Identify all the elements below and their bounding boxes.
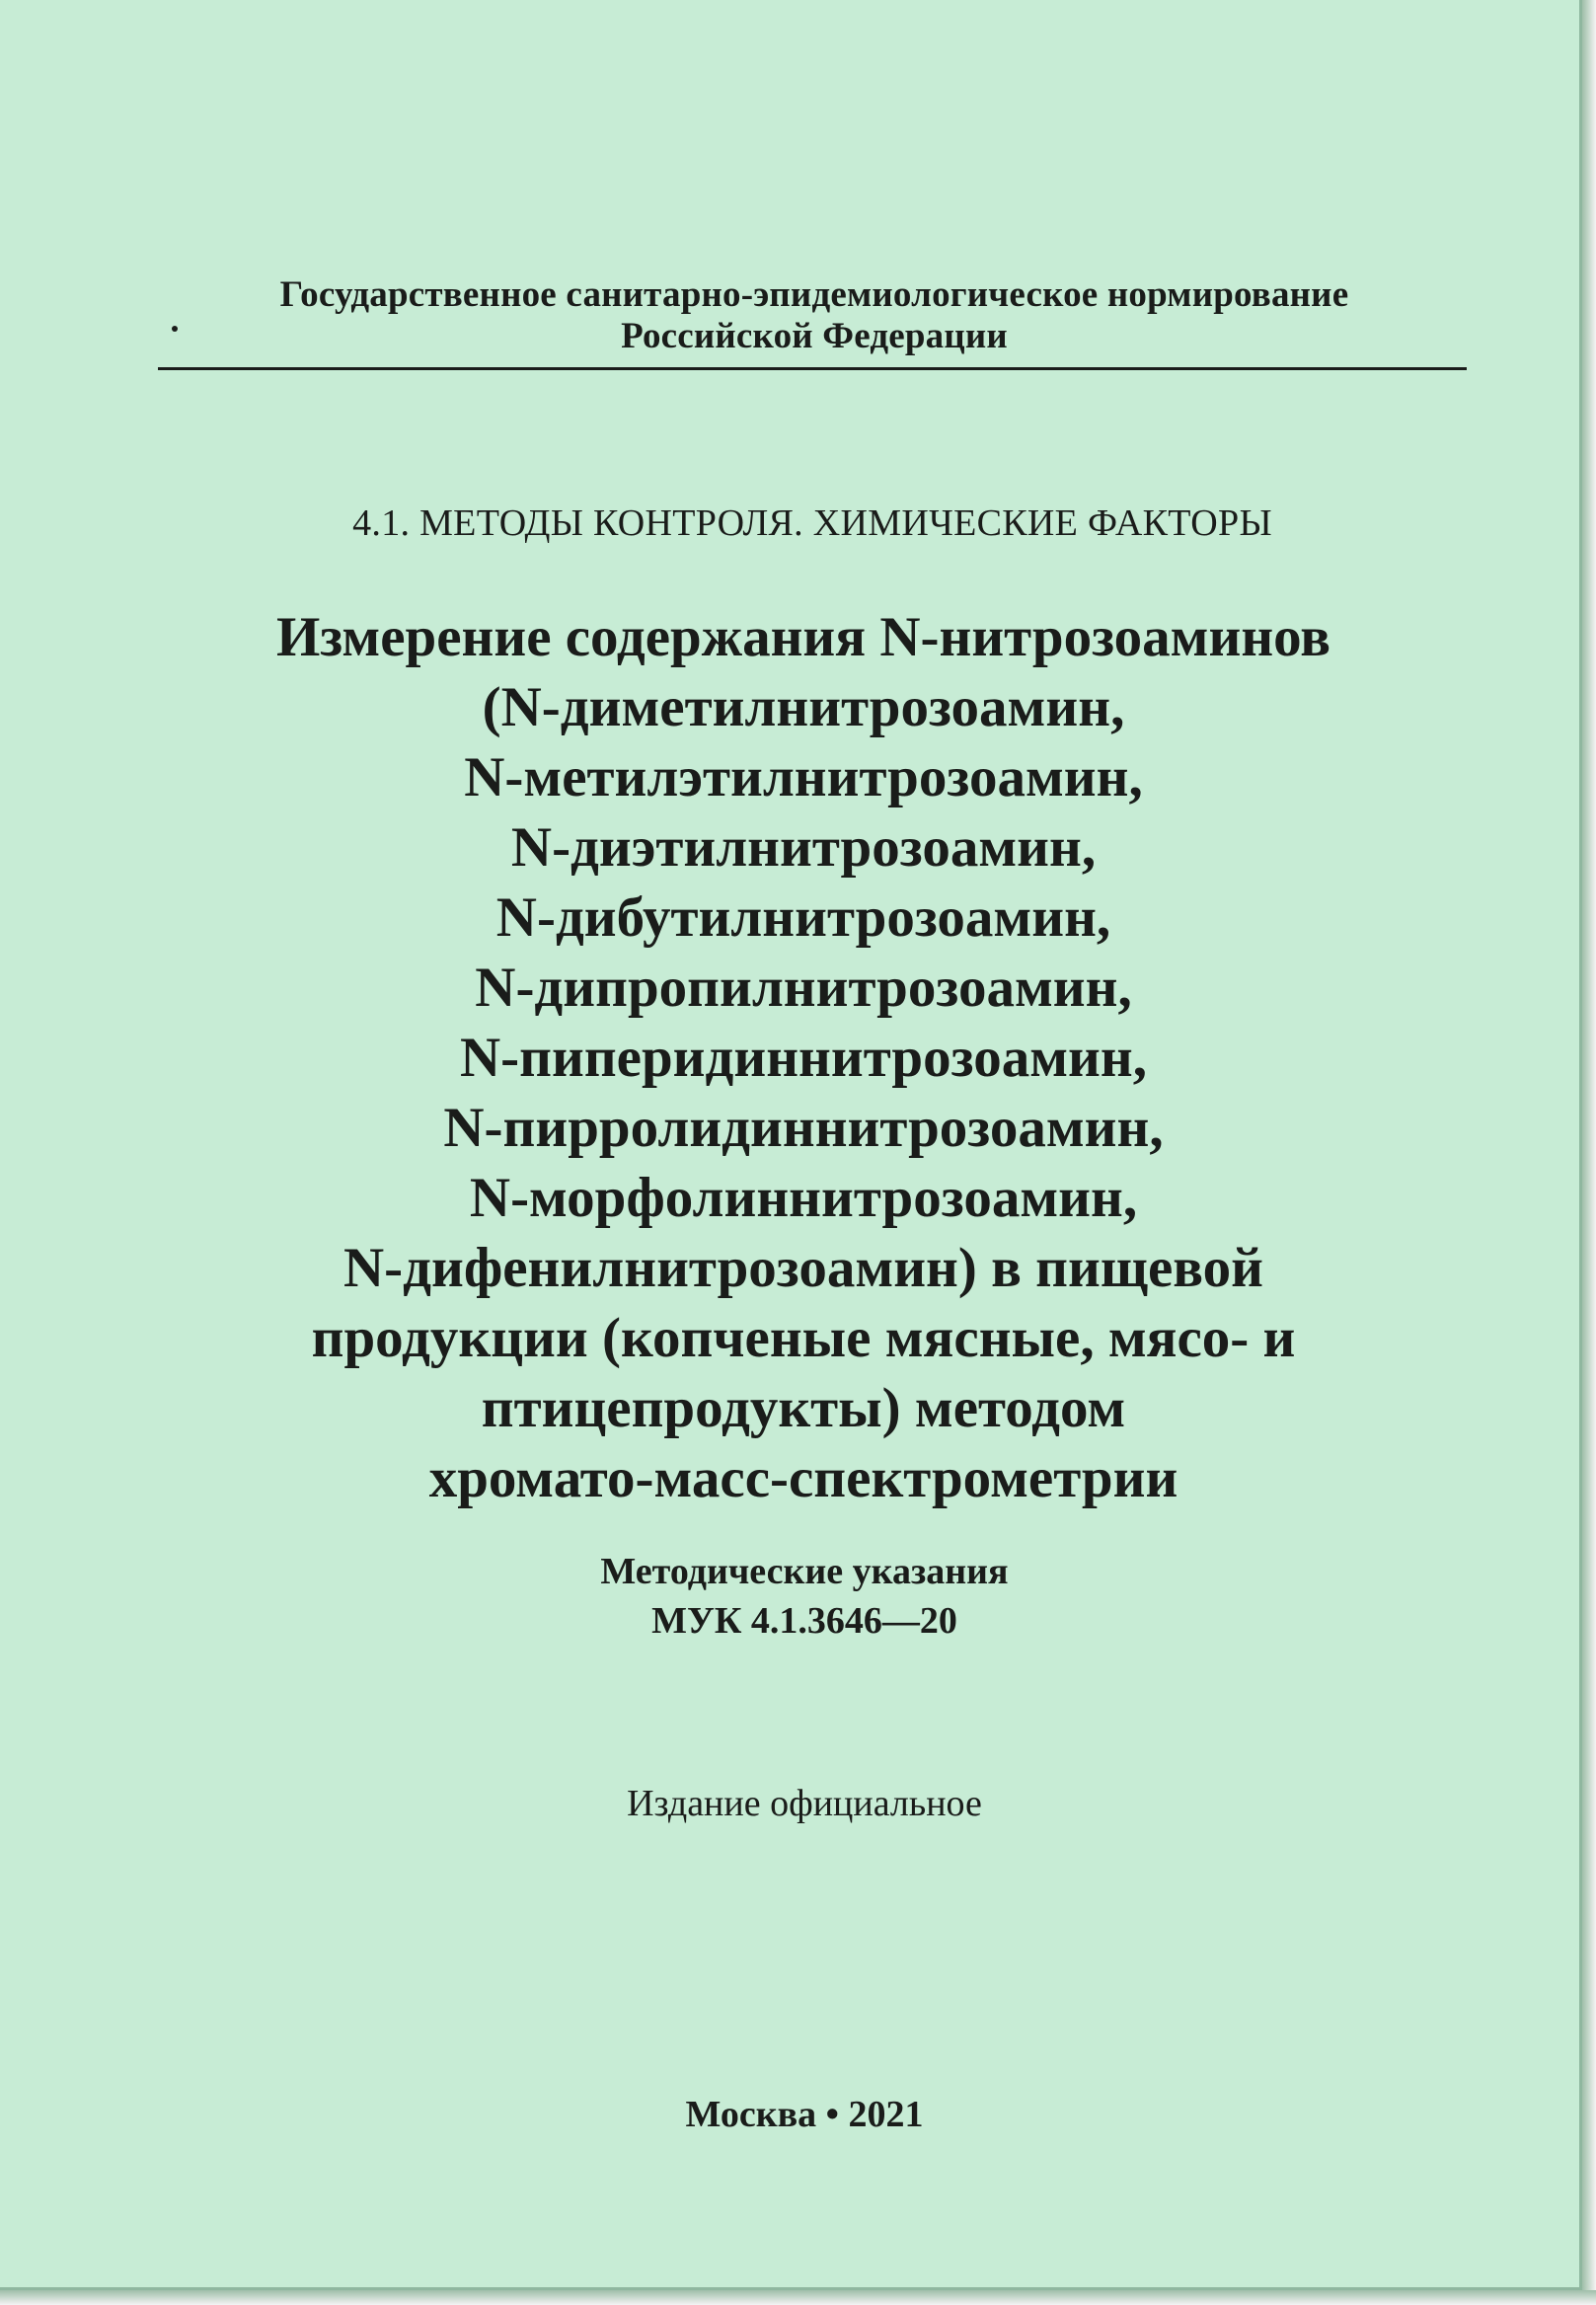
header-line-1: Государственное санитарно-эпидемиологическое нормирование: [279, 274, 1349, 315]
title-line: продукции (копченые мясные, мясо- и: [311, 1307, 1296, 1369]
title-line: птицепродукты) методом: [481, 1377, 1126, 1439]
document-designation: [158, 1547, 1451, 1646]
title-line: N-пирролидиннитрозоамин,: [443, 1097, 1164, 1159]
imprint-place-year: Москва • 2021: [685, 2094, 924, 2135]
title-line: Измерение содержания N-нитрозоаминов: [275, 606, 1331, 668]
header-line-2: Российской Федерации: [621, 316, 1008, 356]
title-line: (N-диметилнитрозоамин,: [482, 676, 1125, 738]
issuing-authority-header: [158, 274, 1471, 357]
document-title: [118, 602, 1488, 1513]
title-line: N-дипропилнитрозоамин,: [475, 957, 1132, 1019]
title-line: N-дифенилнитрозоамин) в пищевой: [343, 1237, 1263, 1299]
title-line: N-диэтилнитрозоамин,: [510, 816, 1097, 879]
edition-note: Издание официальное: [627, 1783, 982, 1824]
section-heading: 4.1. МЕТОДЫ КОНТРОЛЯ. ХИМИЧЕСКИЕ ФАКТОРЫ: [352, 502, 1272, 544]
title-line: N-морфолиннитрозоамин,: [469, 1167, 1138, 1229]
page-bottom-shadow: [0, 2290, 1596, 2305]
document-type: Методические указания: [600, 1551, 1009, 1592]
title-line: N-дибутилнитрозоамин,: [495, 886, 1111, 949]
title-line: N-пиперидиннитрозоамин,: [460, 1027, 1147, 1089]
page-edge-shadow: [1582, 0, 1596, 2305]
document-code: МУК 4.1.3646—20: [651, 1600, 957, 1642]
title-line: хромато-масс-спектрометрии: [428, 1447, 1178, 1509]
header-divider: [158, 367, 1467, 370]
title-line: N-метилэтилнитрозоамин,: [464, 746, 1143, 808]
